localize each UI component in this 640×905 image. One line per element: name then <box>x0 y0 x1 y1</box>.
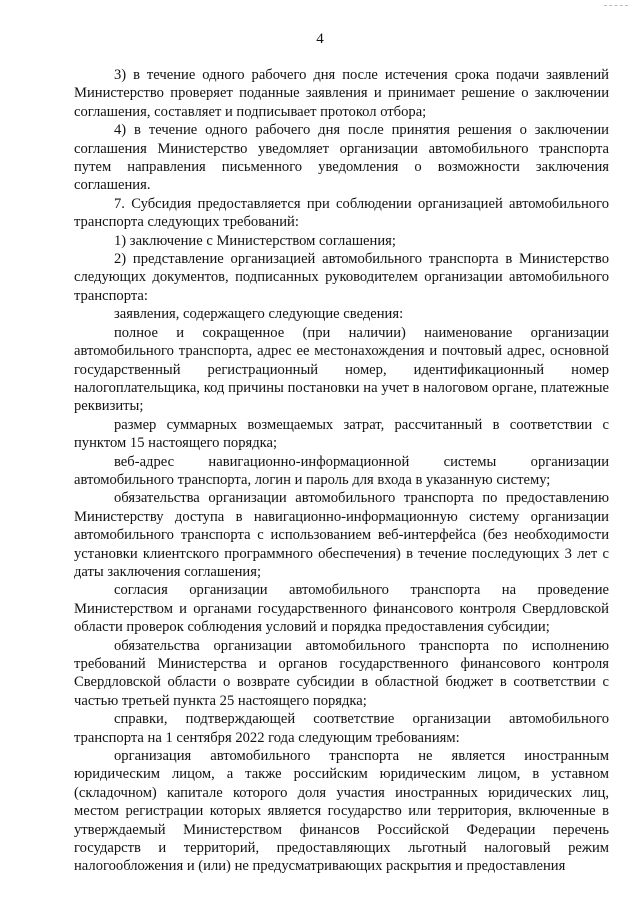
corner-scan-mark <box>604 5 628 6</box>
paragraph-item-4: 4) в течение одного рабочего дня после принятия решения о заключении соглашения Министерство уведомляет организации автомобильного транспорта путем направления письменного уведомления о возможности заключения соглашения. <box>74 122 609 194</box>
paragraph-clause-7: 7. Субсидия предоставляется при соблюдении организацией автомобильного транспорта следующих требований: <box>74 195 609 231</box>
paragraph-refund-obligation: обязательства организации автомобильного транспорта по исполнению требований Министерства и органов государственного финансового контроля Свердловской области о возврате субсидии в областной бюджет в соответствии с частью третьей пункта 25 настоящего порядка; <box>74 637 609 709</box>
paragraph-web-address: веб-адрес навигационно-информационной системы организации автомобильного транспорта, логин и пароль для входа в указанную систему; <box>74 453 609 488</box>
paragraph-organization-details: полное и сокращенное (при наличии) наименование организации автомобильного транспорта, адрес ее местонахождения и почтовый адрес, основной государственный регистрационный номер, идентификационный номер налогоплательщика, код причины постановки на учет в налоговом органе, платежные реквизиты; <box>74 324 609 415</box>
paragraph-certificate: справки, подтверждающей соответствие организации автомобильного транспорта на 1 сентября 2022 года следующим требованиям: <box>74 711 609 746</box>
paragraph-requirement-2: 2) представление организацией автомобильного транспорта в Министерство следующих документов, подписанных руководителем организации автомобильного транспорта: <box>74 251 609 304</box>
paragraph-item-3: 3) в течение одного рабочего дня после истечения срока подачи заявлений Министерство проверяет поданные заявления и принимает решение о заключении соглашения, составляет и подписывает протокол отбора; <box>74 67 609 120</box>
paragraph-costs: размер суммарных возмещаемых затрат, рассчитанный в соответствии с пунктом 15 настоящего порядка; <box>74 416 609 452</box>
paragraph-inspection-consent: согласия организации автомобильного транспорта на проведение Министерством и органами государственного финансового контроля Свердловской области проверок соблюдения условий и порядка предоставления субсидии; <box>74 582 609 636</box>
paragraph-requirement-1: 1) заключение с Министерством соглашения; <box>114 232 396 249</box>
paragraph-application: заявления, содержащего следующие сведения: <box>114 306 404 323</box>
document-body <box>74 66 609 876</box>
paragraph-foreign-entity-requirement: организация автомобильного транспорта не является иностранным юридическим лицом, а также российским юридическим лицом, в уставном (складочном) капитале которого доля участия иностранных юридических лиц, местом регистрации которых является государство или территория, включенные в утверждаемый Министерством финансов Российской Федерации перечень государств и территорий, предоставляющих льготный налоговый режим налогообложения и (или) не предусматривающих раскрытия и предоставления <box>74 748 609 875</box>
paragraph-access-obligation: обязательства организации автомобильного транспорта по предоставлению Министерству доступа в навигационно-информационную систему организации автомобильного транспорта с использованием веб-интерфейса (без необходимости установки клиентского программного обеспечения) в течение последующих 3 лет с даты заключения соглашения; <box>74 490 609 580</box>
page-number: 4 <box>316 31 324 47</box>
